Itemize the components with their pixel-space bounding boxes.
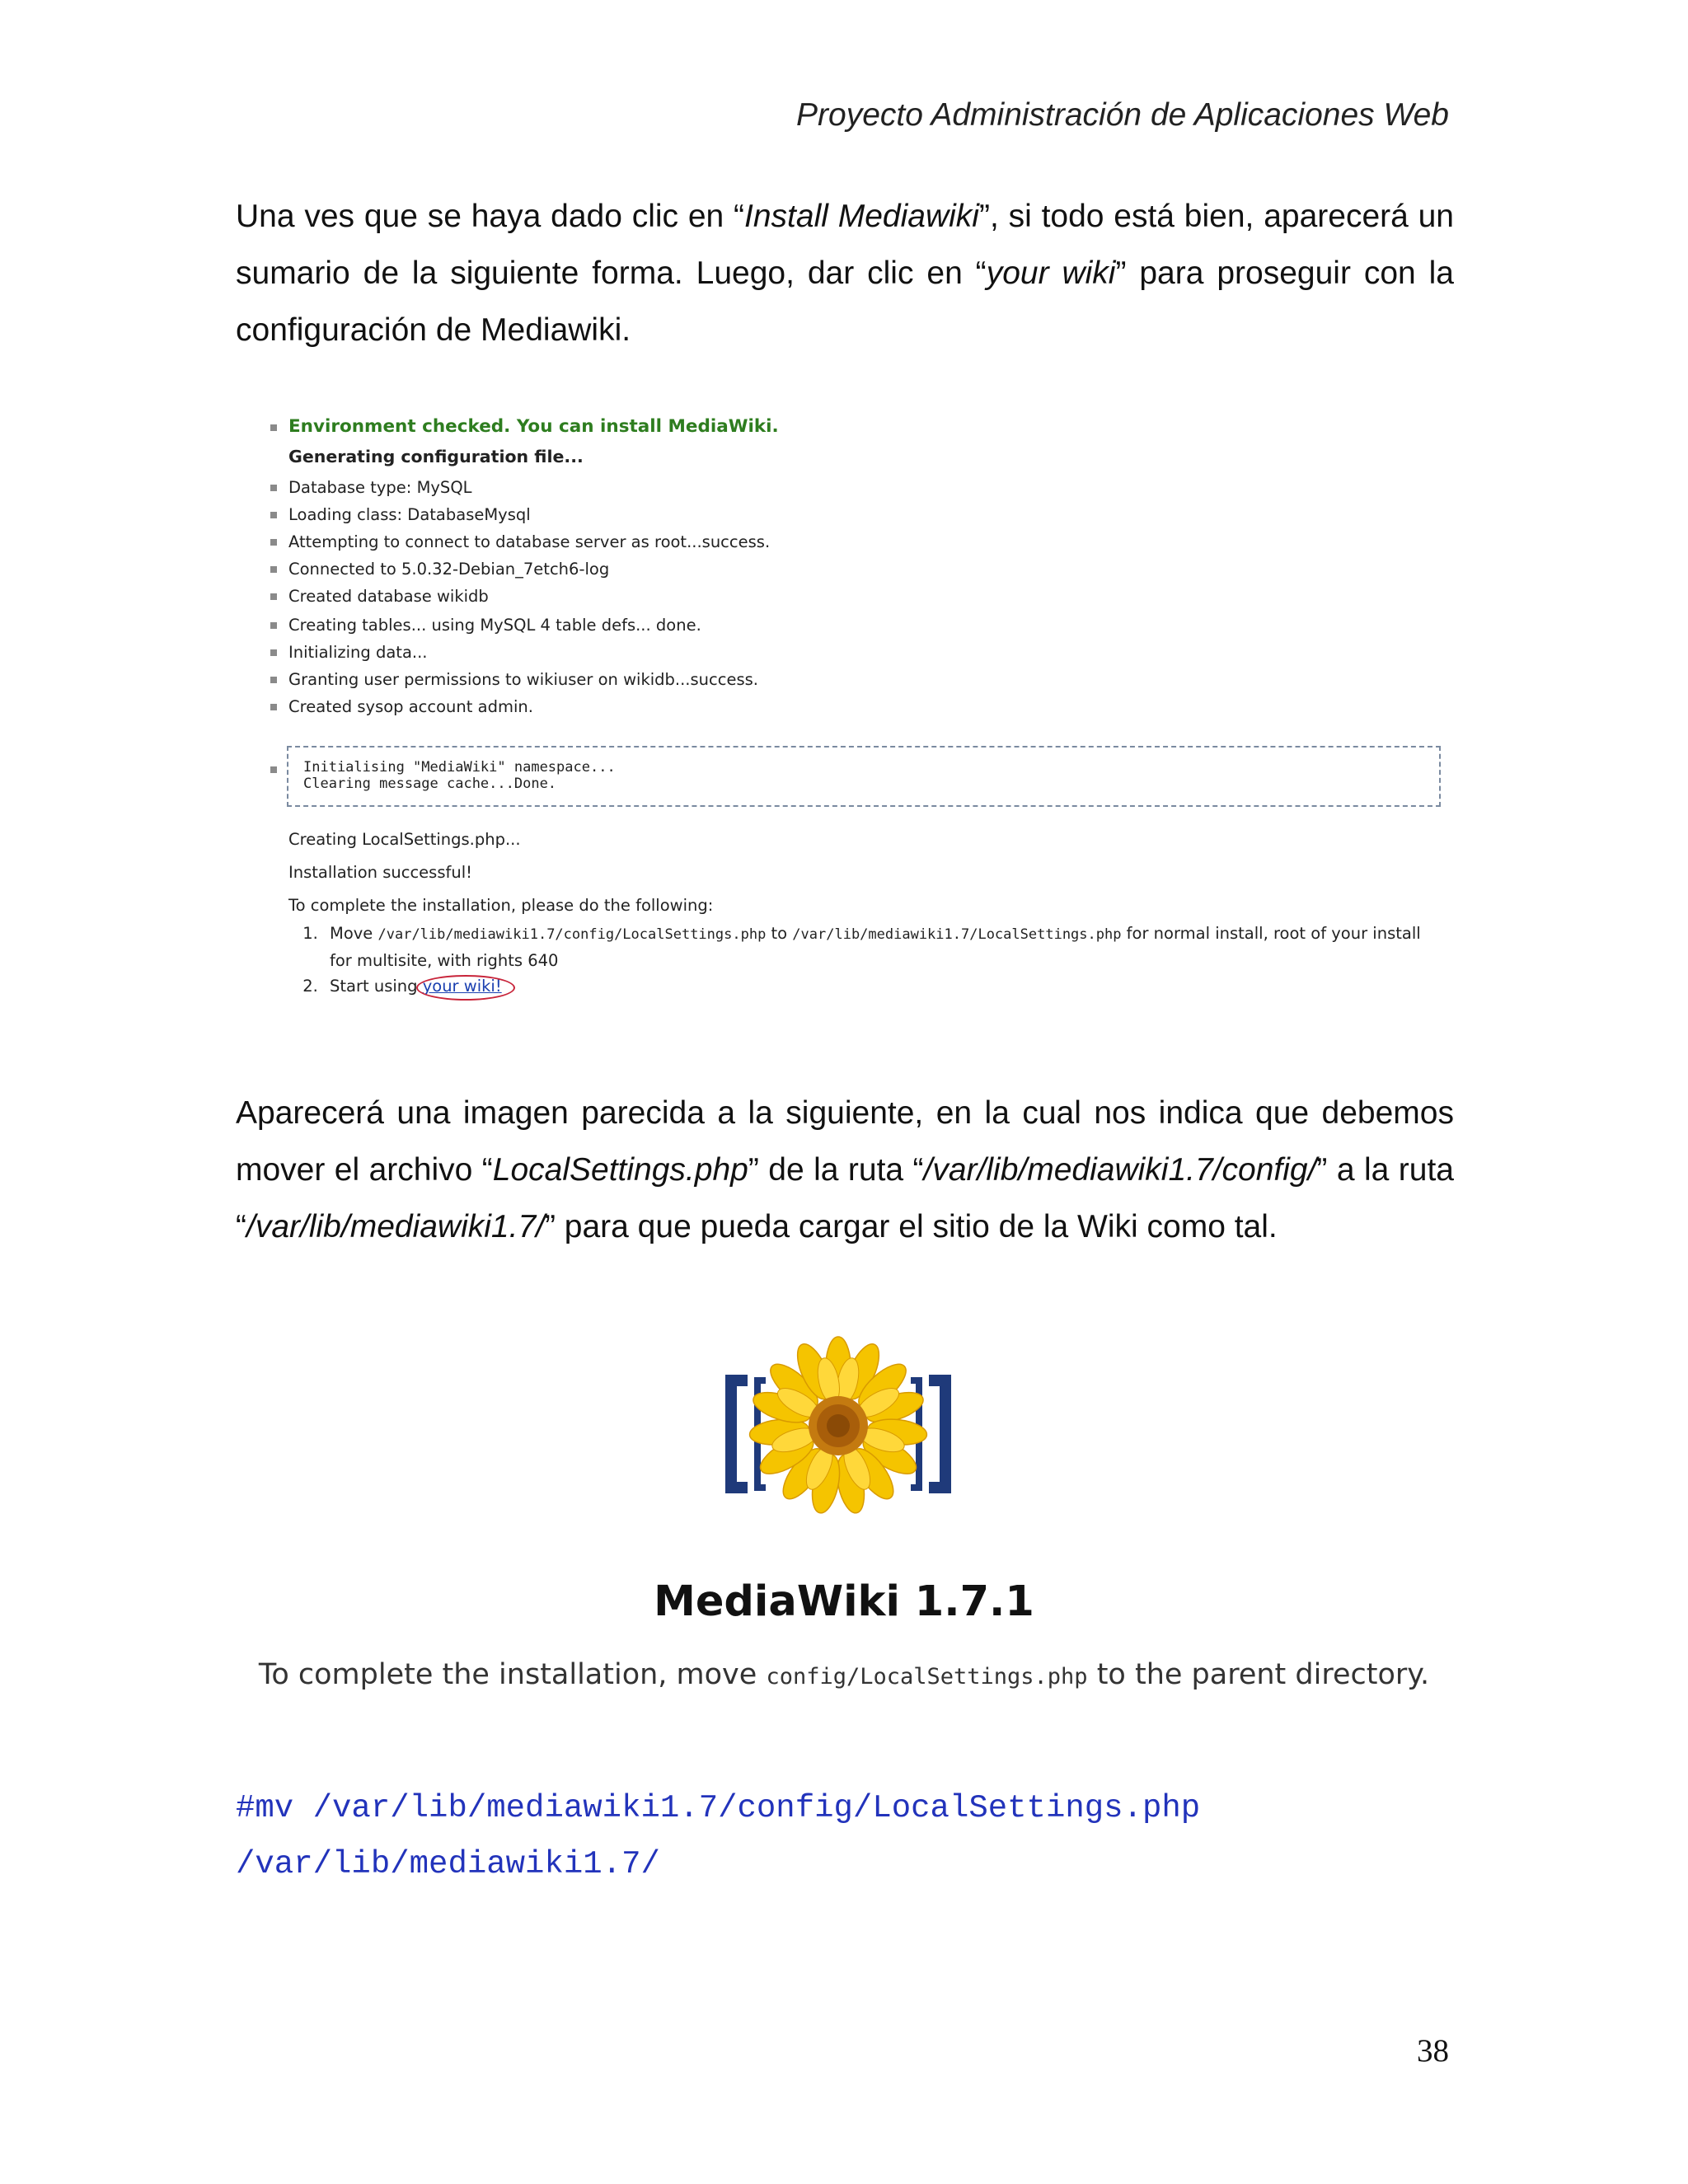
namespace-line: Initialising "MediaWiki" namespace... (303, 759, 616, 776)
generating-config: Generating configuration file... (288, 447, 584, 466)
mediawiki-instruction: To complete the installation, move config/LocalSettings.php to the parent directory. (258, 1658, 1430, 1691)
page-number: 38 (1417, 2033, 1449, 2069)
install-item: Loading class: DatabaseMysql (288, 505, 531, 524)
complete-intro: To complete the installation, please do the following: (288, 896, 714, 915)
bullet-icon (270, 704, 277, 710)
install-item: Attempting to connect to database server as root...success. (288, 532, 771, 551)
step-start-using: 2. Start using your wiki! (323, 973, 1436, 999)
step-move-file: 1. Move /var/lib/mediawiki1.7/config/LocalSettings.php to /var/lib/mediawiki1.7/LocalSettings.php for normal install, root of your install for multisite, with rights 640 (323, 921, 1436, 973)
install-item: Creating tables... using MySQL 4 table defs... done. (288, 616, 701, 635)
install-item: Created sysop account admin. (288, 697, 533, 716)
bullet-icon (270, 424, 277, 431)
creating-localsettings: Creating LocalSettings.php... (288, 830, 521, 849)
installer-summary-screenshot (247, 416, 1451, 1018)
install-item: Created database wikidb (288, 587, 489, 606)
paragraph-intro: Una ves que se haya dado clic en “Install Mediawiki”, si todo está bien, aparecerá un sumario de la siguiente forma. Luego, dar clic en “your wiki” para proseguir con la configuración de Mediawiki. (236, 199, 1455, 348)
bullet-icon (270, 485, 277, 491)
bullet-icon (270, 677, 277, 683)
bullet-icon (270, 566, 277, 573)
move-command (236, 1780, 1200, 1892)
install-item: Initializing data... (288, 643, 428, 662)
sunflower-logo-icon (715, 1331, 962, 1521)
paragraph-move-file: Aparecerá una imagen parecida a la siguiente, en la cual nos indica que debemos mover el archivo “LocalSettings.php” de la ruta “/var/lib/mediawiki1.7/config/” a la ruta “/var/lib/mediawiki1.7/” para que pueda cargar el sitio de la Wiki como tal. (236, 1095, 1454, 1244)
install-item: Database type: MySQL (288, 478, 472, 497)
completion-steps (288, 921, 1436, 999)
namespace-output-box (287, 746, 1441, 807)
bullet-icon (270, 622, 277, 629)
command-line-1: #mv /var/lib/mediawiki1.7/config/LocalSettings.php (236, 1790, 1201, 1826)
running-header: Proyecto Administración de Aplicaciones Web (796, 97, 1449, 133)
bullet-icon (270, 593, 277, 600)
installation-successful: Installation successful! (288, 863, 472, 882)
command-line-2: /var/lib/mediawiki1.7/ (236, 1846, 660, 1882)
mediawiki-version-title: MediaWiki 1.7.1 (654, 1577, 1034, 1626)
install-item: Connected to 5.0.32-Debian_7etch6-log (288, 560, 610, 579)
bullet-icon (270, 766, 277, 773)
install-item: Granting user permissions to wikiuser on wikidb...success. (288, 670, 758, 689)
bullet-icon (270, 649, 277, 656)
bullet-icon (270, 512, 277, 518)
environment-checked: Environment checked. You can install MediaWiki. (288, 416, 779, 437)
bullet-icon (270, 539, 277, 546)
cache-line: Clearing message cache...Done. (303, 776, 557, 792)
your-wiki-link[interactable]: your wiki! (422, 977, 502, 996)
